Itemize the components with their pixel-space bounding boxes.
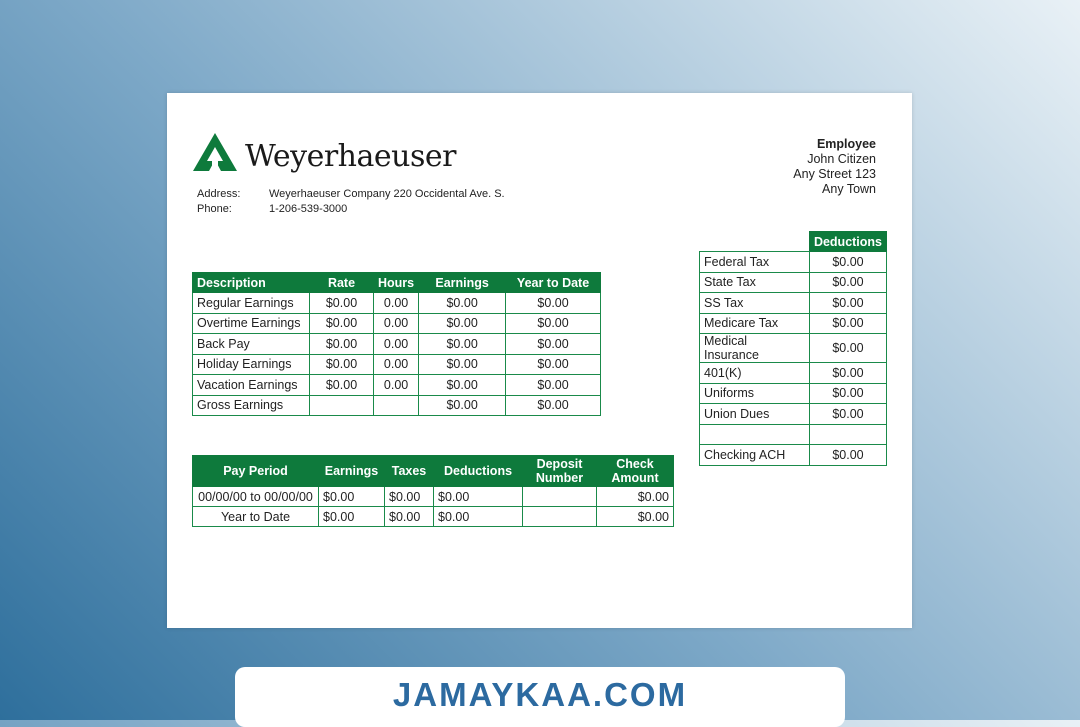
earnings-cell: Holiday Earnings [193,354,310,375]
employee-heading: Employee [816,137,876,151]
table-row [193,293,601,314]
company-address: Weyerhaeuser Company 220 Occidental Ave. S. [269,188,505,200]
earnings-cell: $0.00 [506,293,601,314]
earnings-cell: Regular Earnings [193,293,310,314]
deduction-label [700,424,810,445]
pay-col-check-amount: Check Amount [597,456,674,487]
earnings-cell: $0.00 [506,375,601,396]
earnings-col-earnings: Earnings [419,273,506,293]
deduction-value: $0.00 [809,383,886,404]
deductions-table [699,231,887,466]
earnings-cell: Vacation Earnings [193,375,310,396]
table-row [700,272,887,293]
deduction-label: Checking ACH [700,445,810,466]
earnings-col-hours: Hours [374,273,419,293]
pay-period-header-row [193,456,674,487]
company-name: Weyerhaeuser [245,139,456,174]
earnings-cell: $0.00 [506,395,601,416]
pay-period-table [192,455,674,527]
earnings-cell: $0.00 [506,354,601,375]
earnings-cell [374,395,419,416]
earnings-cell: $0.00 [506,334,601,355]
pay-cell [523,507,597,527]
pay-cell [523,487,597,507]
employee-town: Any Town [822,182,876,196]
earnings-col-rate: Rate [310,273,374,293]
earnings-header-row [193,273,601,293]
pay-cell: $0.00 [319,487,385,507]
pay-col-deposit-number: Deposit Number [523,456,597,487]
table-row [700,424,887,445]
table-row [700,293,887,314]
table-row [193,487,674,507]
company-phone: 1-206-539-3000 [269,203,348,215]
earnings-cell: $0.00 [419,293,506,314]
deduction-value: $0.00 [809,363,886,384]
table-row [700,404,887,425]
earnings-col-ytd: Year to Date [506,273,601,293]
earnings-cell: $0.00 [310,293,374,314]
deduction-label: 401(K) [700,363,810,384]
table-row [193,395,601,416]
pay-cell: $0.00 [597,487,674,507]
table-row [193,354,601,375]
earnings-cell: $0.00 [310,354,374,375]
employee-block [793,137,876,197]
earnings-cell: $0.00 [310,375,374,396]
table-row [193,507,674,527]
deduction-value: $0.00 [809,334,886,363]
table-row [700,383,887,404]
pay-cell: $0.00 [597,507,674,527]
earnings-cell: Gross Earnings [193,395,310,416]
deduction-value: $0.00 [809,252,886,273]
earnings-cell: 0.00 [374,334,419,355]
pay-cell: $0.00 [385,487,434,507]
earnings-cell: $0.00 [419,354,506,375]
pay-stub-document [167,93,912,628]
deduction-label: Federal Tax [700,252,810,273]
earnings-table [192,272,601,416]
company-logo [193,133,456,179]
tree-logo-icon [193,133,237,173]
table-row [193,313,601,334]
deduction-label: Medical Insurance [700,334,810,363]
earnings-cell: 0.00 [374,293,419,314]
earnings-cell: Back Pay [193,334,310,355]
deductions-header-row [700,232,887,252]
pay-col-taxes: Taxes [385,456,434,487]
pay-col-deductions: Deductions [434,456,523,487]
earnings-cell: Overtime Earnings [193,313,310,334]
earnings-cell: 0.00 [374,375,419,396]
earnings-cell [310,395,374,416]
address-label: Address: [197,188,241,200]
deduction-value: $0.00 [809,445,886,466]
phone-label: Phone: [197,203,232,215]
table-row [193,375,601,396]
pay-cell: $0.00 [434,487,523,507]
earnings-cell: $0.00 [419,375,506,396]
deduction-label: Uniforms [700,383,810,404]
pay-col-earnings: Earnings [319,456,385,487]
table-row [700,363,887,384]
deduction-value: $0.00 [809,313,886,334]
site-name: JAMAYKAA.COM [392,676,688,713]
pay-col-period: Pay Period [193,456,319,487]
pay-cell: $0.00 [319,507,385,527]
employee-name: John Citizen [807,152,876,166]
pay-cell: $0.00 [385,507,434,527]
pay-cell: Year to Date [193,507,319,527]
earnings-cell: $0.00 [310,313,374,334]
table-row [700,445,887,466]
deduction-value: $0.00 [809,272,886,293]
earnings-cell: $0.00 [419,334,506,355]
deductions-header: Deductions [809,232,886,252]
site-watermark-banner [235,667,845,727]
earnings-col-description: Description [193,273,310,293]
deduction-label: SS Tax [700,293,810,314]
table-row [700,313,887,334]
employee-street: Any Street 123 [793,167,876,181]
earnings-cell: $0.00 [310,334,374,355]
pay-cell: $0.00 [434,507,523,527]
deduction-value: $0.00 [809,404,886,425]
earnings-cell: 0.00 [374,313,419,334]
earnings-cell: $0.00 [506,313,601,334]
earnings-cell: $0.00 [419,313,506,334]
table-row [700,334,887,363]
deduction-label: State Tax [700,272,810,293]
deduction-label: Medicare Tax [700,313,810,334]
deduction-value [809,424,886,445]
table-row [193,334,601,355]
table-row [700,252,887,273]
deduction-label: Union Dues [700,404,810,425]
deduction-value: $0.00 [809,293,886,314]
earnings-cell: $0.00 [419,395,506,416]
earnings-cell: 0.00 [374,354,419,375]
pay-cell: 00/00/00 to 00/00/00 [193,487,319,507]
deductions-header-spacer [700,232,810,252]
